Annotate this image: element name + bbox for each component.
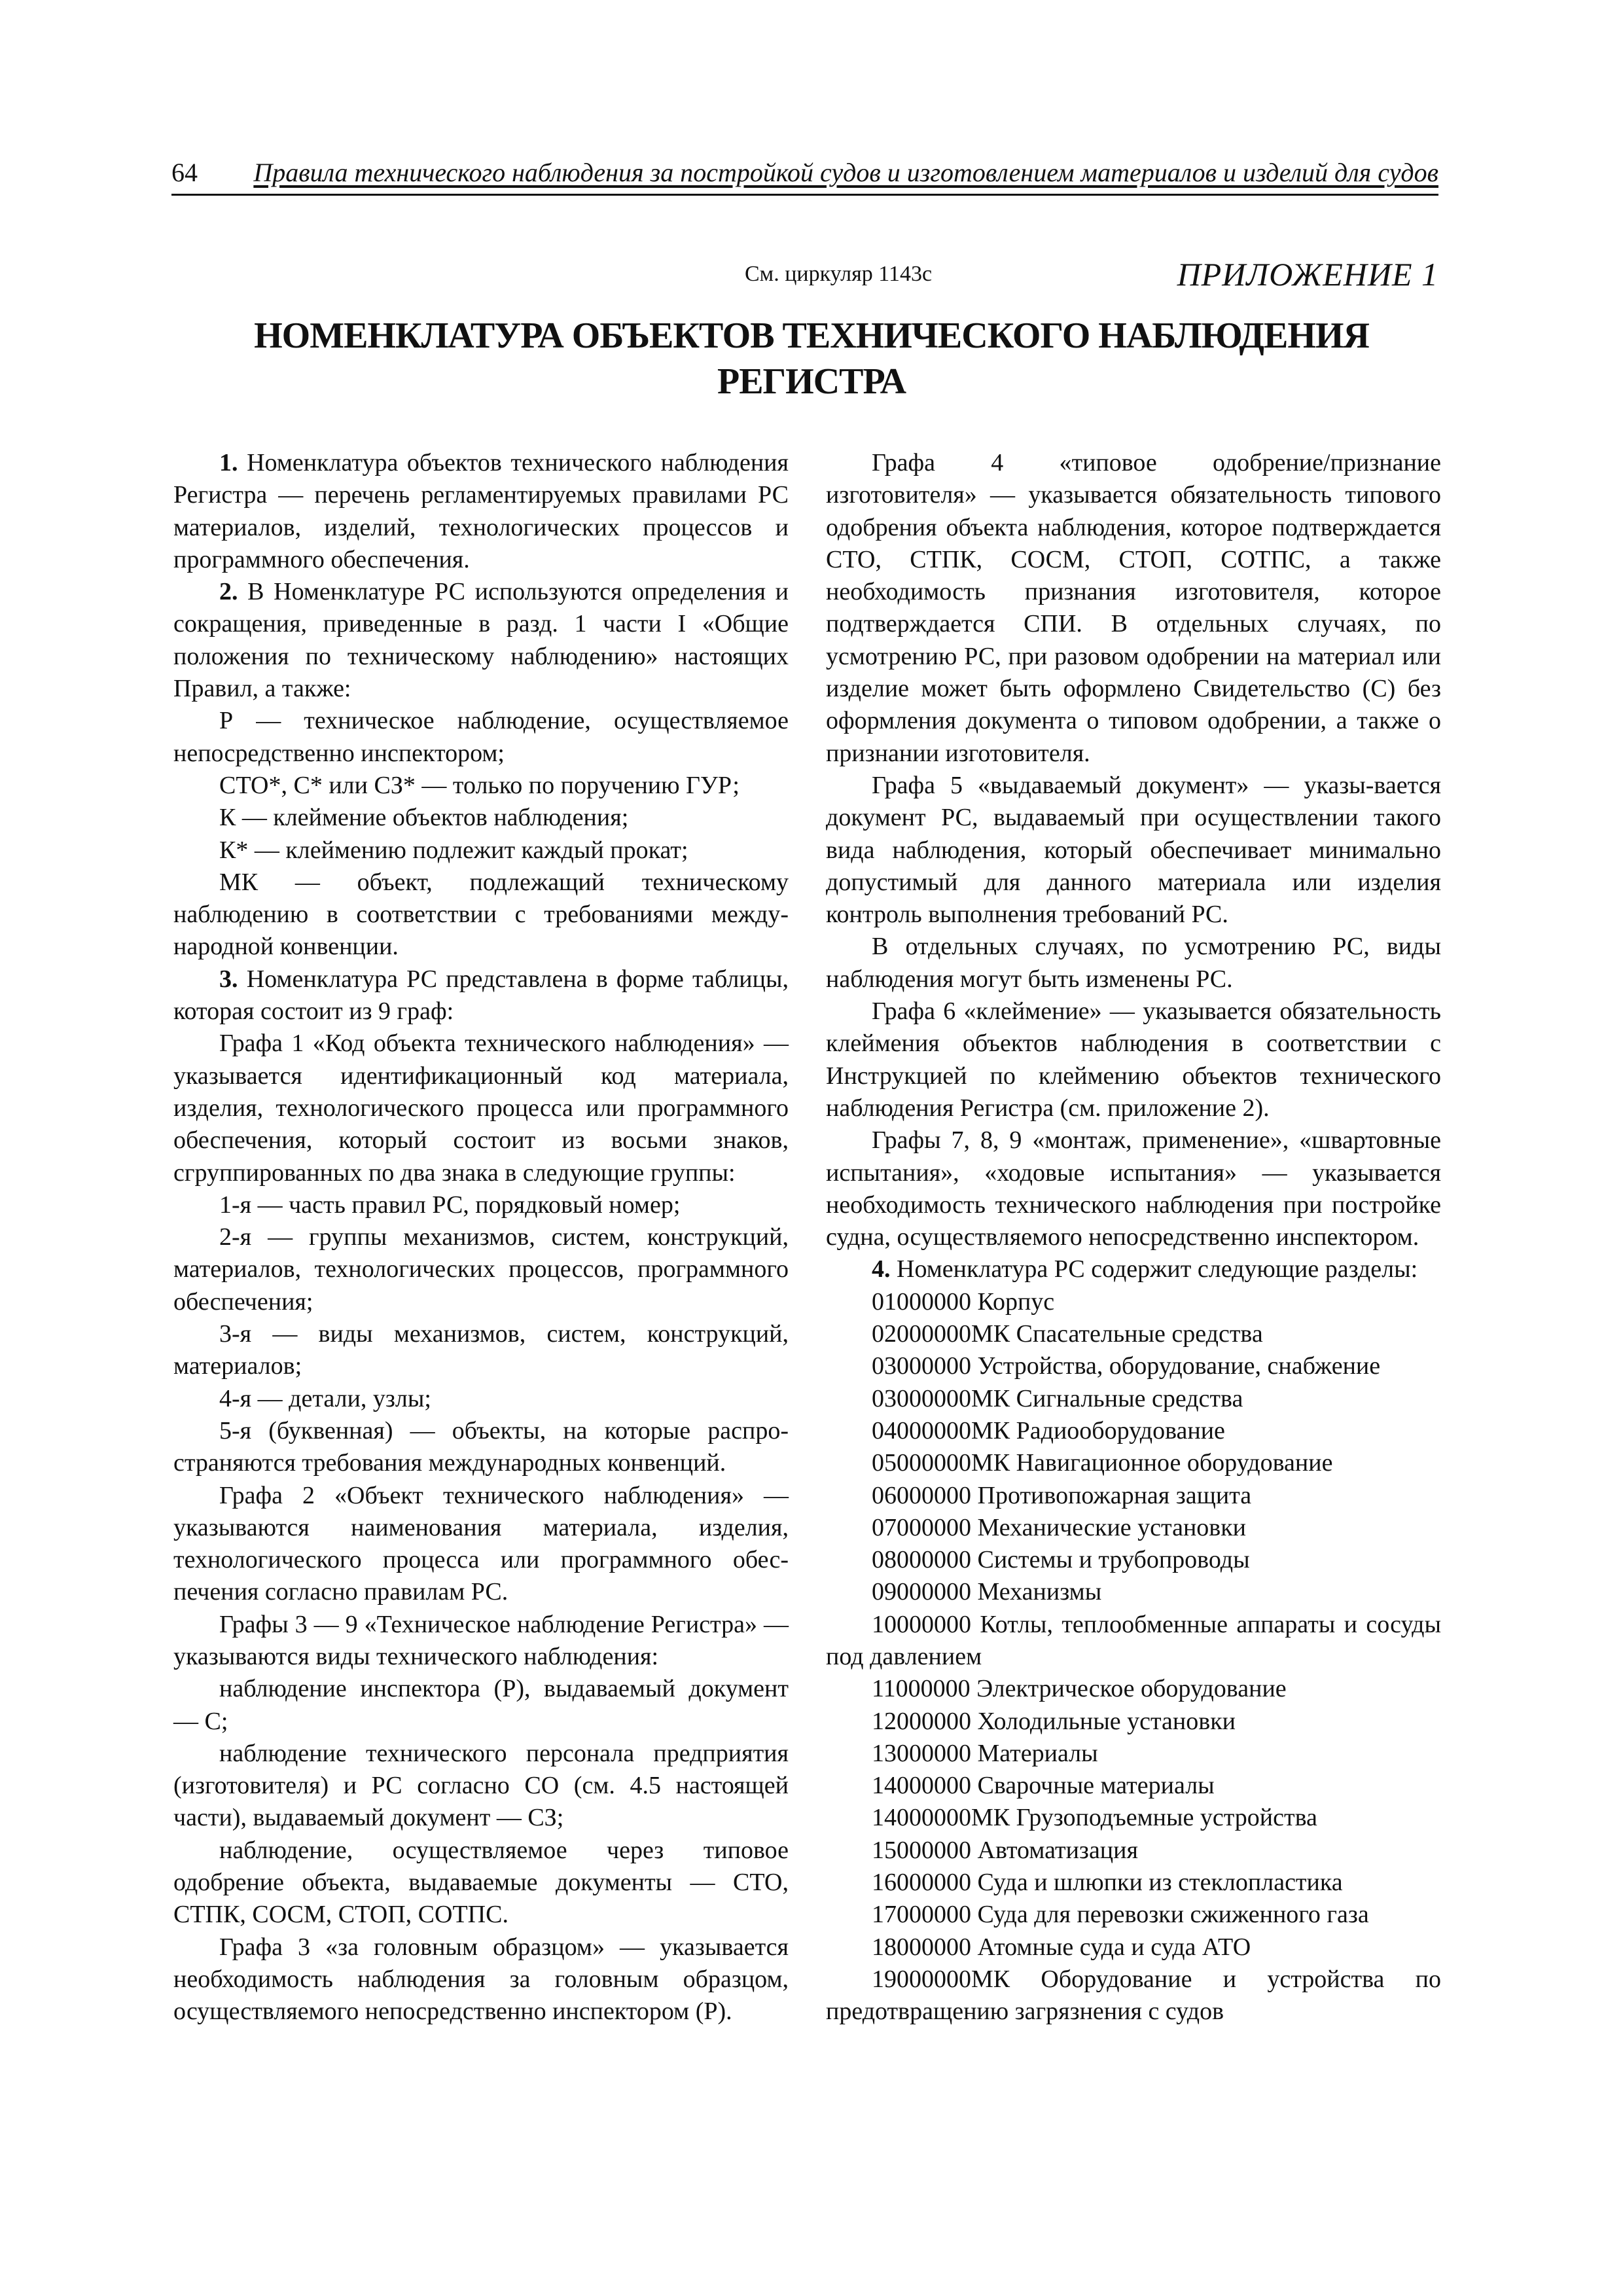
section-entry: 10000000 Котлы, теплообменные аппараты и сосуды под давлением <box>826 1610 1441 1670</box>
section-entry: 15000000 Автоматизация <box>872 1836 1138 1864</box>
section-entry: 16000000 Суда и шлюпки из стеклопластика <box>872 1869 1343 1897</box>
section-entry: 05000000МК Навигационное оборудование <box>872 1449 1333 1477</box>
paragraph: Графы 3 — 9 «Техническое наблюдение Регистра» — указываются виды технического наблюдения: <box>173 1610 789 1670</box>
section-entry: 06000000 Противопожарная защита <box>872 1481 1252 1509</box>
paragraph: В отдельных случаях, по усмотрению РС, виды наблюдения могут быть изменены РС. <box>826 933 1441 993</box>
section-entry: 13000000 Материалы <box>872 1739 1098 1767</box>
paragraph: 4-я — детали, узлы; <box>219 1384 431 1412</box>
paragraph: наблюдение, осуществляемое через типовое одобрение объекта, выдаваемые документы — СТО, СТПК, СОСМ, СТОП, СОТПС. <box>173 1836 789 1929</box>
paragraph: Графа 5 «выдаваемый документ» — указы-вается документ РС, выдаваемый при осуществлении такого вида наблюдения, который обеспечивает минимально допустимый для данного материала или изделия контроль выполнения требований РС. <box>826 771 1441 929</box>
paragraph: МК — объект, подлежащий техническому наблюдению в соответствии с требованиями международной конвенции. <box>173 868 789 961</box>
paragraph-text: Номенклатура объектов технического наблюдения Регистра — перечень регламентируемых правилами РС материалов, изделий, технологических процессов и программного обеспечения. <box>173 449 789 573</box>
paragraph: 5-я (буквенная) — объекты, на которые распространяются требования международных конвенций. <box>173 1416 789 1477</box>
paragraph: Графы 7, 8, 9 «монтаж, применение», «швартовные испытания», «ходовые испытания» — указывается необходимость технического наблюдения при постройке судна, осуществляемого непосредственно инспектором. <box>826 1126 1441 1251</box>
appendix-label: ПРИЛОЖЕНИЕ 1 <box>1177 256 1438 293</box>
section-entry: 17000000 Суда для перевозки сжиженного газа <box>872 1901 1369 1929</box>
section-entry: 11000000 Электрическое оборудование <box>872 1675 1287 1703</box>
paragraph <box>826 1253 1441 1285</box>
paragraph: К* — клеймению подлежит каждый прокат; <box>219 836 688 864</box>
paragraph: 2-я — группы механизмов, систем, конструкций, материалов, технологических процессов, программного обеспечения; <box>173 1223 789 1316</box>
section-entry: 07000000 Механические установки <box>872 1513 1247 1541</box>
paragraph-text: В Номенклатуре РС используются определения и сокращения, приведенные в разд. 1 части I «Общие положения по техническому наблюдению» настоящих Правил, а также: <box>173 578 789 703</box>
paragraph: К — клеймение объектов наблюдения; <box>219 804 629 832</box>
section-entry: 01000000 Корпус <box>872 1287 1055 1316</box>
paragraph <box>173 576 789 705</box>
section-entry: 03000000МК Сигнальные средства <box>872 1384 1243 1412</box>
paragraph-text: Номенклатура РС содержит следующие разделы: <box>897 1255 1418 1283</box>
section-entry: 02000000МК Спасательные средства <box>872 1320 1263 1348</box>
paragraph <box>173 963 789 1028</box>
section-entry: 08000000 Системы и трубопроводы <box>872 1546 1250 1574</box>
paragraph: Р — техническое наблюдение, осуществляемое непосредственно инспектором; <box>173 707 789 767</box>
left-column <box>173 447 789 2028</box>
paragraph: Графа 6 «клеймение» — указывается обязательность клеймения объектов наблюдения в соответствии с Инструкцией по клеймению объектов технического наблюдения Регистра (см. приложение 2). <box>826 997 1441 1122</box>
page-title: НОМЕНКЛАТУРА ОБЪЕКТОВ ТЕХНИЧЕСКОГО НАБЛЮДЕНИЯ РЕГИСТРА <box>254 315 1369 402</box>
paragraph: 1-я — часть правил РС, порядковый номер; <box>219 1191 681 1219</box>
item-number: 3. <box>219 965 238 993</box>
section-entry: 04000000МК Радиооборудование <box>872 1416 1225 1444</box>
section-entry: 03000000 Устройства, оборудование, снабжение <box>872 1352 1381 1380</box>
paragraph: Графа 3 «за головным образцом» — указывается необходимость наблюдения за головным образцом, осуществляемого непосредственно инспектором (Р). <box>173 1933 789 2026</box>
section-entry: 14000000 Сварочные материалы <box>872 1772 1215 1800</box>
paragraph: Графа 4 «типовое одобрение/признание изготовителя» — указывается обязательность типового одобрения объекта наблюдения, которое подтверждается СТО, СТПК, СОСМ, СТОП, СОТПС, а также необходимость признания изготовителя, которое подтверждается СПИ. В отдельных случаях, по усмотрению РС, при разовом одобрении на материал или изделие может быть оформлено Свидетельство (С) без оформления документа о типовом одобрении, а также о признании изготовителя. <box>826 449 1441 767</box>
section-entry: 18000000 Атомные суда и суда АТО <box>872 1933 1251 1961</box>
item-number: 1. <box>219 449 238 476</box>
running-title: Правила технического наблюдения за постройкой судов и изготовлением материалов и изделий для судов <box>253 158 1438 187</box>
item-number: 4. <box>872 1255 891 1283</box>
section-entry: 14000000МК Грузоподъемные устройства <box>872 1804 1317 1832</box>
section-entry: 19000000МК Оборудование и устройства по предотвращению загрязнения с судов <box>826 1965 1441 2026</box>
circular-note: См. циркуляр 1143с <box>745 262 933 286</box>
paragraph-text: Номенклатура РС представлена в форме таблицы, которая состоит из 9 граф: <box>173 965 789 1026</box>
right-column <box>826 447 1441 2028</box>
paragraph: Графа 1 «Код объекта технического наблюдения» — указывается идентификационный код материала, изделия, технологического процесса или программного обеспечения, который состоит из восьми знаков, сгруппированных по два знака в следующие группы: <box>173 1030 789 1187</box>
section-entry: 09000000 Механизмы <box>872 1578 1102 1606</box>
section-entry: 12000000 Холодильные установки <box>872 1707 1236 1735</box>
page-number: 64 <box>171 158 198 187</box>
page-header <box>171 149 1438 196</box>
paragraph: наблюдение технического персонала предприятия (изготовителя) и РС согласно СО (см. 4.5 настоящей части), выдаваемый документ — СЗ; <box>173 1739 789 1832</box>
paragraph: СТО*, С* или СЗ* — только по поручению ГУР; <box>219 771 740 799</box>
item-number: 2. <box>219 578 238 606</box>
paragraph <box>173 447 789 576</box>
paragraph: 3-я — виды механизмов, систем, конструкций, материалов; <box>173 1320 789 1380</box>
paragraph: наблюдение инспектора (Р), выдаваемый документ — С; <box>173 1675 789 1735</box>
paragraph: Графа 2 «Объект технического наблюдения» — указываются наименования материала, изделия, технологического процесса или программного обеспечения согласно правилам РС. <box>173 1481 789 1606</box>
